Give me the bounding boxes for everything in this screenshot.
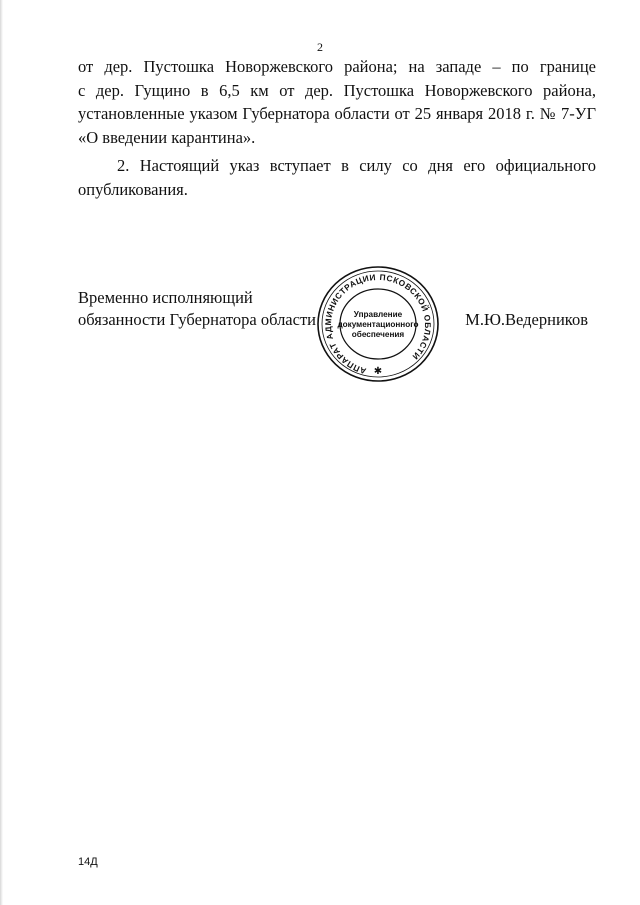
paragraph-1-line-2: с дер. Гущино в 6,5 км от дер. Пустошка Новоржевского района, bbox=[78, 80, 596, 100]
scan-edge bbox=[0, 0, 3, 905]
signer-position-line-2: обязанности Губернатора области bbox=[78, 310, 316, 329]
paragraph-2-line-1: 2. Настоящий указ вступает в силу со дня его официального bbox=[117, 156, 596, 175]
paragraph-2 bbox=[78, 154, 596, 201]
official-stamp bbox=[313, 260, 443, 385]
stamp-star: ✱ bbox=[373, 366, 383, 377]
footer-code: 14Д bbox=[78, 856, 98, 868]
page-number: 2 bbox=[317, 40, 323, 54]
stamp-center-line-3: обеспечения bbox=[351, 330, 405, 339]
body-text bbox=[78, 55, 596, 201]
stamp-seal-graphic bbox=[313, 260, 443, 385]
paragraph-1 bbox=[78, 55, 596, 149]
stamp-center-line-2: документационного bbox=[337, 320, 419, 329]
stamp-center-line-1: Управление bbox=[353, 310, 403, 319]
paragraph-2-line-2: опубликования. bbox=[78, 179, 188, 199]
paragraph-1-line-1: от дер. Пустошка Новоржевского района; на западе – по границе bbox=[78, 57, 596, 76]
signer-position bbox=[78, 287, 316, 331]
signer-name: М.Ю.Ведерников bbox=[465, 310, 588, 329]
signer-position-line-1: Временно исполняющий bbox=[78, 288, 253, 307]
paragraph-1-line-3: установленные указом Губернатора области от 25 января 2018 г. № 7-УГ bbox=[78, 104, 596, 123]
stamp-ring-text: АППАРАТ АДМИНИСТРАЦИИ ПСКОВСКОЙ ОБЛАСТИ bbox=[322, 271, 434, 377]
paragraph-1-line-4: «О введении карантина». bbox=[78, 127, 256, 147]
